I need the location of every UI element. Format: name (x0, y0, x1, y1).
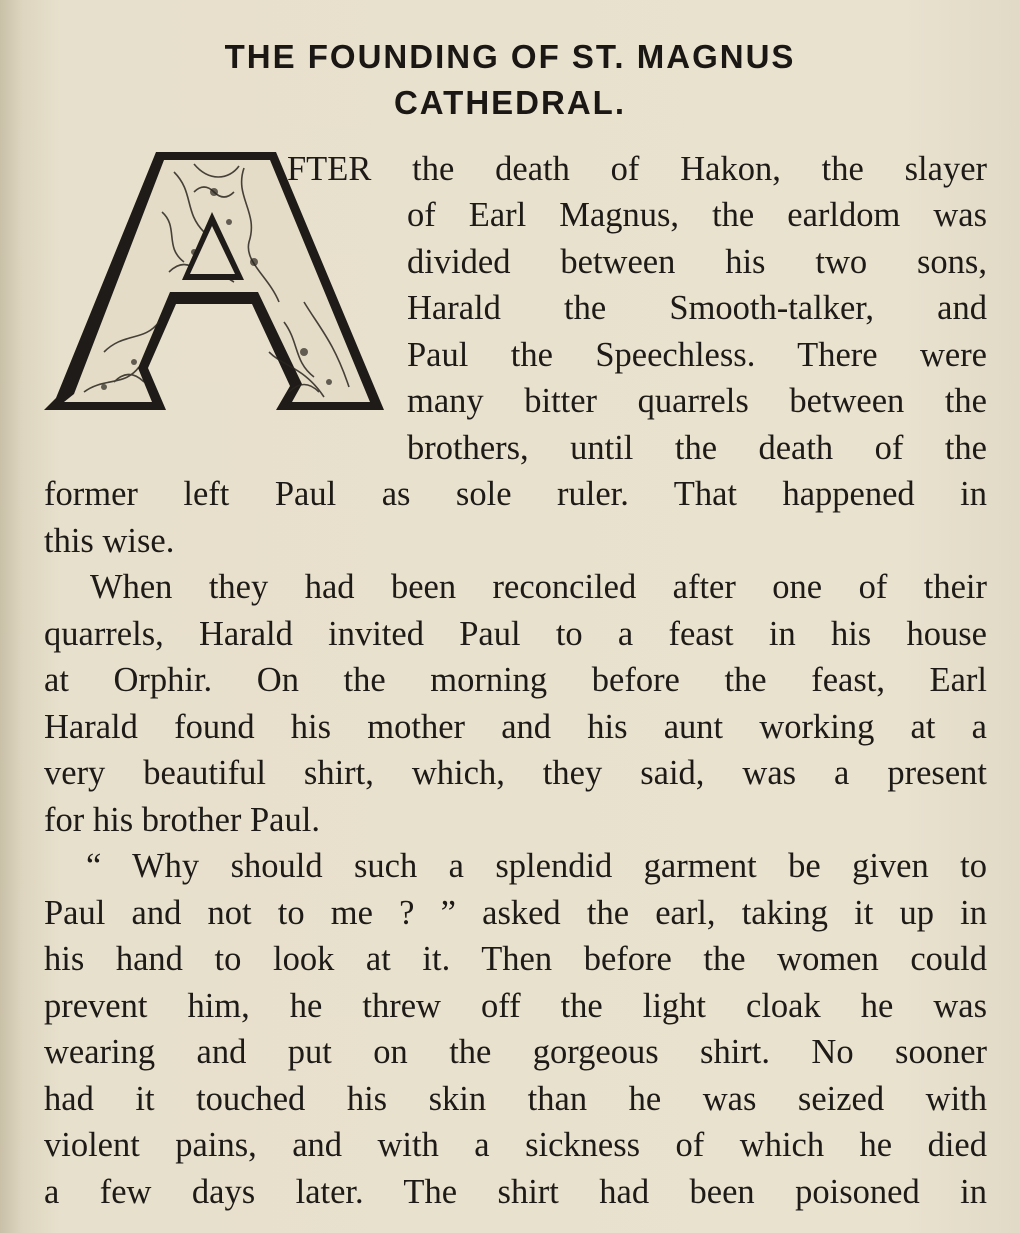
text-line: prevent him, he threw off the light cloak he was (44, 987, 987, 1025)
text-line: Harald found his mother and his aunt working at a (44, 708, 987, 746)
text-line: very beautiful shirt, which, they said, was a present (44, 754, 987, 792)
text-line: divided between his two sons, (407, 243, 987, 281)
text-line: a few days later. The shirt had been poisoned in (44, 1173, 987, 1211)
chapter-title-line-2: CATHEDRAL. (393, 84, 627, 121)
text-line: Paul and not to me ? ” asked the earl, taking it up in (44, 894, 987, 932)
text-line: When they had been reconciled after one of their (90, 568, 987, 606)
text-line: for his brother Paul. (44, 801, 320, 839)
text-line: wearing and put on the gorgeous shirt. No sooner (44, 1033, 987, 1071)
text-line: at Orphir. On the morning before the feast, Earl (44, 661, 987, 699)
text-line: Paul the Speechless. There were (407, 336, 987, 374)
chapter-title-line-1: THE FOUNDING OF ST. MAGNUS (224, 38, 796, 75)
text-line: FTER the death of Hakon, the slayer (287, 150, 987, 188)
text-line: violent pains, and with a sickness of which he died (44, 1126, 987, 1164)
text-line: his hand to look at it. Then before the women could (44, 940, 987, 978)
decorative-initial-a (44, 152, 384, 424)
text-line: quarrels, Harald invited Paul to a feast in his house (44, 615, 987, 653)
text-line: Harald the Smooth-talker, and (407, 289, 987, 327)
text-line: this wise. (44, 522, 175, 560)
text-line: “ Why should such a splendid garment be given to (86, 847, 987, 885)
text-line: of Earl Magnus, the earldom was (407, 196, 987, 234)
text-line: many bitter quarrels between the (407, 382, 987, 420)
text-line: brothers, until the death of the (407, 429, 987, 467)
text-line: had it touched his skin than he was seized with (44, 1080, 987, 1118)
text-line: former left Paul as sole ruler. That happened in (44, 475, 987, 513)
